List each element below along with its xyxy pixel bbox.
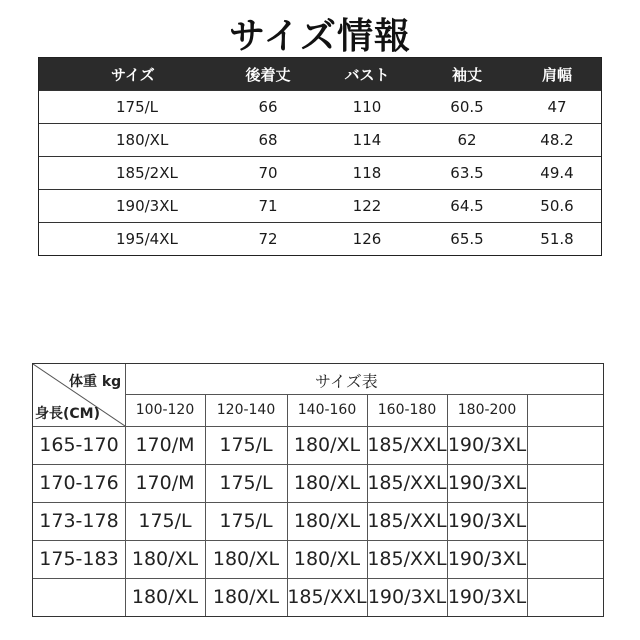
size-cell: 190/3XL (447, 548, 527, 570)
header-size: サイズ (111, 65, 155, 84)
table-row (39, 189, 601, 222)
size-cell: 175/L (138, 510, 192, 532)
size-cell: 180/XL (131, 548, 199, 570)
cell-size: 195/4XL (116, 230, 178, 248)
cell-shoulder: 50.6 (540, 197, 574, 215)
size-cell: 185/XXL (367, 548, 447, 570)
height-range-cell: 165-170 (39, 434, 119, 456)
weight-range-header: 140-160 (297, 402, 357, 418)
size-cell: 190/3XL (447, 586, 527, 608)
cell-size: 180/XL (116, 131, 169, 149)
cell-sleeve: 64.5 (450, 197, 484, 215)
cell-length: 68 (258, 131, 278, 149)
height-range-cell: 170-176 (39, 472, 119, 494)
grid-line (527, 394, 528, 616)
cell-length: 72 (258, 230, 278, 248)
header-shoulder: 肩幅 (541, 65, 572, 84)
table-row (39, 222, 601, 255)
size-cell: 180/XL (293, 548, 361, 570)
cell-size: 185/2XL (116, 164, 178, 182)
size-cell: 175/L (219, 472, 273, 494)
header-length: 後着丈 (245, 65, 291, 84)
cell-bust: 114 (352, 131, 382, 149)
cell-size: 175/L (116, 98, 159, 116)
size-chart-title: サイズ表 (315, 372, 378, 391)
grid-line (33, 502, 603, 503)
cell-size: 190/3XL (116, 197, 178, 215)
size-cell: 180/XL (212, 586, 280, 608)
cell-bust: 126 (352, 230, 382, 248)
size-cell: 180/XL (293, 472, 361, 494)
size-cell: 185/XXL (367, 434, 447, 456)
grid-line (33, 464, 603, 465)
cell-bust: 118 (352, 164, 382, 182)
table-row (39, 90, 601, 123)
corner-height-label: 身長(CM) (35, 406, 101, 422)
grid-line (125, 394, 603, 395)
weight-range-header: 160-180 (377, 402, 437, 418)
cell-bust: 122 (352, 197, 382, 215)
size-chart-table (32, 363, 604, 617)
cell-sleeve: 62 (457, 131, 477, 149)
grid-line (205, 394, 206, 616)
size-cell: 180/XL (293, 510, 361, 532)
table-row (39, 156, 601, 189)
cell-sleeve: 63.5 (450, 164, 484, 182)
cell-sleeve: 65.5 (450, 230, 484, 248)
size-cell: 170/M (135, 434, 195, 456)
size-cell: 180/XL (131, 586, 199, 608)
grid-line (367, 394, 368, 616)
cell-shoulder: 47 (547, 98, 567, 116)
size-info-table (38, 57, 602, 256)
header-sleeve: 袖丈 (451, 65, 482, 84)
size-cell: 170/M (135, 472, 195, 494)
height-range-cell: 175-183 (39, 548, 119, 570)
size-cell: 185/XXL (287, 586, 367, 608)
cell-shoulder: 48.2 (540, 131, 574, 149)
size-info-header-row (39, 58, 601, 90)
size-cell: 190/3XL (447, 510, 527, 532)
weight-range-header: 180-200 (457, 402, 517, 418)
size-cell: 190/3XL (447, 472, 527, 494)
height-range-cell: 173-178 (39, 510, 119, 532)
grid-line (33, 578, 603, 579)
grid-line (33, 540, 603, 541)
cell-length: 71 (258, 197, 278, 215)
table-row (39, 123, 601, 156)
weight-range-header: 100-120 (135, 402, 195, 418)
cell-shoulder: 49.4 (540, 164, 574, 182)
weight-range-header: 120-140 (216, 402, 276, 418)
size-cell: 180/XL (212, 548, 280, 570)
cell-sleeve: 60.5 (450, 98, 484, 116)
grid-line (287, 394, 288, 616)
cell-length: 66 (258, 98, 278, 116)
size-cell: 175/L (219, 510, 273, 532)
size-cell: 190/3XL (447, 434, 527, 456)
grid-line (33, 426, 603, 427)
size-cell: 190/3XL (367, 586, 447, 608)
grid-line (447, 394, 448, 616)
corner-weight-label: 体重 kg (69, 374, 122, 390)
size-cell: 185/XXL (367, 472, 447, 494)
cell-length: 70 (258, 164, 278, 182)
cell-shoulder: 51.8 (540, 230, 574, 248)
size-cell: 180/XL (293, 434, 361, 456)
size-cell: 175/L (219, 434, 273, 456)
cell-bust: 110 (352, 98, 382, 116)
page-title: サイズ情報 (228, 16, 412, 57)
size-cell: 185/XXL (367, 510, 447, 532)
header-bust: バスト (344, 65, 390, 84)
